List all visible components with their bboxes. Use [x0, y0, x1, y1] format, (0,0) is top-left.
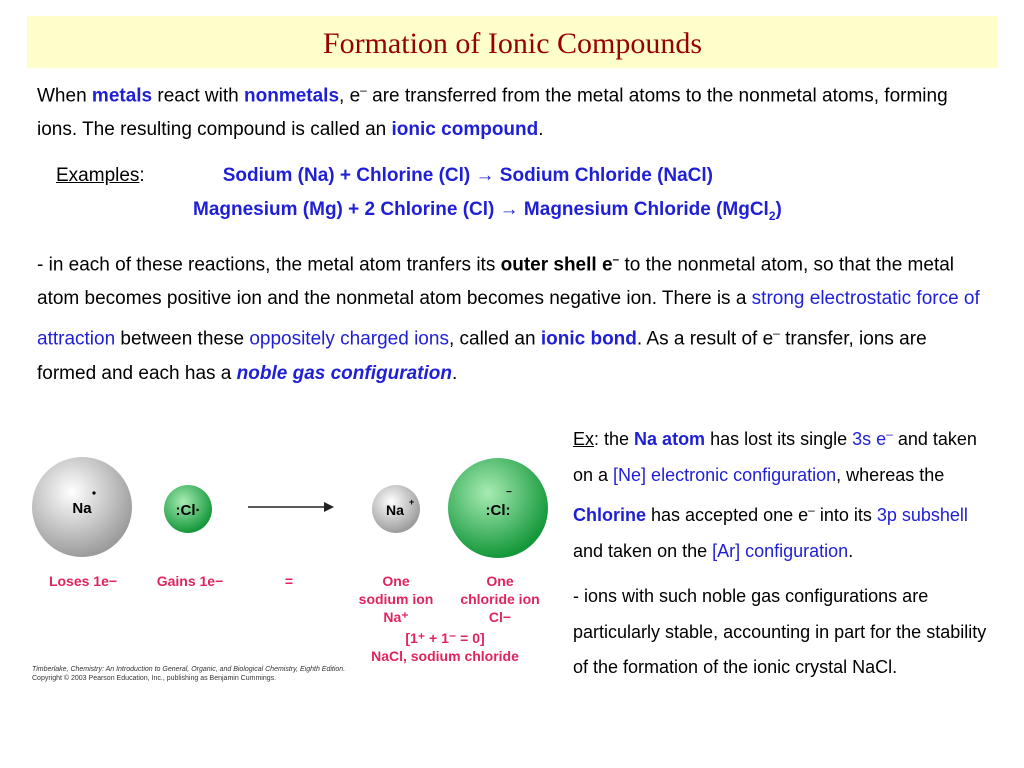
- term-ar-config: [Ar] configuration: [712, 540, 849, 561]
- text: into its: [814, 505, 877, 525]
- term-outer-shell: outer shell e: [500, 254, 613, 276]
- minus-sign: –: [886, 427, 893, 441]
- text: transfer, ions are formed and each has a: [37, 328, 927, 384]
- minus-sign: –: [360, 83, 367, 97]
- caption-compound: [350, 629, 540, 665]
- text: and taken on a: [573, 429, 977, 485]
- term-opposite-ions: oppositely charged ions: [249, 328, 449, 350]
- text: to the nonmetal atom, so that the metal atom becomes positive ion and the nonmetal atom becomes negative ion. There is a: [37, 254, 955, 310]
- arrow-head: [324, 502, 334, 512]
- minus-sign: –: [773, 326, 780, 341]
- examples-label: Examples: [56, 165, 140, 186]
- text: .: [451, 362, 458, 384]
- caption-line: One: [382, 573, 410, 589]
- caption-line: chloride ion: [460, 591, 540, 607]
- term-nonmetals: nonmetals: [244, 85, 340, 107]
- text: between these: [115, 328, 250, 350]
- ionic-bond-paragraph: [37, 242, 987, 391]
- intro-paragraph: [37, 73, 987, 147]
- text: : the: [594, 429, 635, 449]
- cl-atom-symbol: :Cl·: [175, 502, 201, 519]
- text: , whereas the: [836, 464, 945, 485]
- term-ne-config: [Ne] electronic configuration: [613, 464, 837, 485]
- title-bar: [27, 16, 998, 68]
- caption-loses: Loses 1e−: [48, 573, 118, 589]
- text: , called an: [448, 328, 541, 350]
- text: .: [848, 540, 854, 561]
- na-ion-charge: +: [409, 497, 415, 507]
- term-metals: metals: [91, 85, 153, 107]
- page-title: Formation of Ionic Compounds: [322, 27, 703, 60]
- example-line-2: [193, 193, 1013, 233]
- minus-sign: –: [612, 252, 620, 266]
- term-na-atom: Na atom: [634, 429, 706, 449]
- term-3s: 3s e: [852, 429, 887, 449]
- valence-electron: [92, 491, 95, 494]
- text: has accepted one e: [646, 505, 809, 525]
- caption-line: sodium ion: [358, 591, 434, 607]
- side-stability: - ions with such noble gas configurations are particularly stable, accounting in part for the stability of the formation of the ionic crystal NaCl.: [573, 586, 987, 677]
- charge-sum: [1⁺ + 1⁻ = 0]: [405, 630, 485, 646]
- text: react with: [152, 85, 244, 107]
- caption-chloride-ion: [448, 572, 552, 626]
- na-ion-symbol: Na: [386, 502, 404, 518]
- text: . As a result of e: [636, 328, 774, 350]
- term-3p: 3p subshell: [876, 505, 968, 525]
- text: are transferred from the metal atoms to the nonmetal atoms, forming ions. The resulting compound is called an: [37, 85, 948, 141]
- ex-label: Ex: [573, 429, 595, 449]
- term-noble-gas: noble gas configuration: [236, 362, 452, 384]
- caption-sodium-ion: [346, 572, 446, 626]
- term-chlorine: Chlorine: [573, 505, 647, 525]
- caption-line: One: [486, 573, 514, 589]
- text: .: [538, 119, 544, 141]
- subscript: 2: [768, 208, 776, 223]
- credit-line: Timberlake, Chemistry: An Introduction to General, Organic, and Biological Chemistry, Eighth Edition.: [32, 666, 346, 673]
- figure-credit: [32, 665, 345, 683]
- example-line-1: [56, 159, 1006, 193]
- ion-formation-figure: [24, 445, 564, 695]
- side-notes: [573, 417, 998, 696]
- credit-line: Copyright © 2003 Pearson Education, Inc., publishing as Benjamin Cummings.: [32, 675, 277, 682]
- example-magnesium-chloride: Magnesium (Mg) + 2 Chlorine (Cl) → Magnesium Chloride (MgCl: [193, 199, 769, 220]
- compound-name: NaCl, sodium chloride: [371, 648, 519, 664]
- na-atom-symbol: Na: [72, 500, 92, 517]
- text: :: [139, 165, 145, 186]
- term-ionic-compound: ionic compound: [391, 119, 539, 141]
- text: ): [775, 199, 782, 220]
- example-sodium-chloride: Sodium (Na) + Chlorine (Cl) → Sodium Chloride (NaCl): [222, 165, 714, 186]
- caption-line: Na⁺: [383, 609, 409, 625]
- text: and taken on the: [573, 540, 713, 561]
- minus-sign: –: [808, 503, 815, 517]
- text: , e: [339, 85, 361, 107]
- caption-gains: Gains 1e−: [156, 573, 224, 589]
- cl-ion-symbol: :Cl:: [485, 502, 511, 519]
- term-strong-force: strong electrostatic force of attraction: [37, 288, 980, 350]
- caption-equals: =: [284, 573, 294, 589]
- cl-ion-charge: −: [506, 487, 512, 498]
- term-ionic-bond: ionic bond: [540, 328, 637, 350]
- side-example: [573, 417, 998, 569]
- text: - in each of these reactions, the metal atom tranfers its: [37, 254, 501, 276]
- text: has lost its single: [705, 429, 853, 449]
- text: When: [37, 85, 92, 107]
- caption-line: Cl−: [488, 609, 512, 625]
